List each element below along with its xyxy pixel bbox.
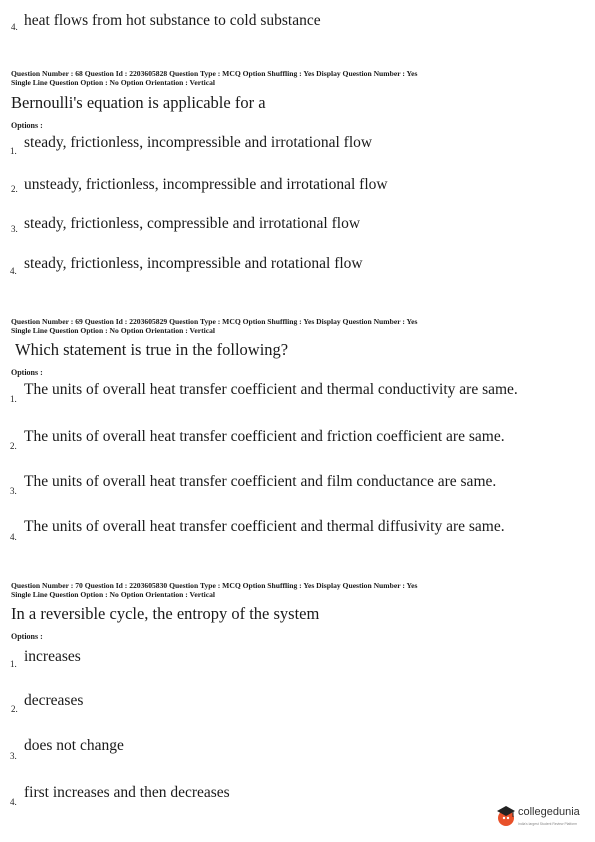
option-text: steady, frictionless, incompressible and irrotational flow <box>24 134 373 151</box>
question-meta-line: Question Number : 68 Question Id : 2203605828 Question Type : MCQ Option Shuffling : Yes Display Question Number : Yes <box>11 69 418 78</box>
option-number: 1. <box>10 146 17 156</box>
option-number: 4. <box>10 266 17 276</box>
question-meta-line: Question Number : 70 Question Id : 2203605830 Question Type : MCQ Option Shuffling : Yes Display Question Number : Yes <box>11 581 418 590</box>
question-meta-line: Single Line Question Option : No Option Orientation : Vertical <box>11 325 215 335</box>
question-meta <box>11 318 571 335</box>
question-meta-line: Single Line Question Option : No Option Orientation : Vertical <box>11 589 215 599</box>
question-meta <box>11 70 571 87</box>
option-number: 3. <box>10 486 17 496</box>
question-meta-line: Question Number : 69 Question Id : 2203605829 Question Type : MCQ Option Shuffling : Yes Display Question Number : Yes <box>11 317 418 326</box>
option-text: steady, frictionless, compressible and irrotational flow <box>24 215 361 232</box>
option-number: 1. <box>10 394 17 404</box>
options-label: Options : <box>11 368 43 377</box>
option-text: decreases <box>24 692 84 709</box>
option-number: 2. <box>11 704 18 714</box>
option-text: does not change <box>24 737 124 754</box>
option-number: 4. <box>11 22 18 32</box>
logo-tagline: India's largest Student Review Platform <box>518 822 578 826</box>
question-text: Which statement is true in the following? <box>15 340 289 359</box>
question-meta <box>11 582 571 599</box>
graduation-cap-icon <box>496 804 516 828</box>
option-text: The units of overall heat transfer coefficient and friction coefficient are same. <box>24 428 505 445</box>
option-number: 2. <box>11 184 18 194</box>
option-text: The units of overall heat transfer coefficient and thermal diffusivity are same. <box>24 518 505 535</box>
option-text: steady, frictionless, incompressible and rotational flow <box>24 255 363 272</box>
option-text: heat flows from hot substance to cold substance <box>24 12 321 29</box>
option-number: 1. <box>10 659 17 669</box>
question-text: In a reversible cycle, the entropy of the system <box>11 604 320 623</box>
option-number: 4. <box>10 532 17 542</box>
question-text: Bernoulli's equation is applicable for a <box>11 93 266 112</box>
option-text: unsteady, frictionless, incompressible and irrotational flow <box>24 176 388 193</box>
option-number: 2. <box>10 441 17 451</box>
collegedunia-logo <box>496 800 591 834</box>
option-text: first increases and then decreases <box>24 784 230 801</box>
question-meta-line: Single Line Question Option : No Option Orientation : Vertical <box>11 77 215 87</box>
option-text: increases <box>24 648 81 665</box>
option-number: 3. <box>10 751 17 761</box>
options-label: Options : <box>11 121 43 130</box>
option-text: The units of overall heat transfer coefficient and film conductance are same. <box>24 473 497 490</box>
logo-name: collegedunia <box>518 806 580 818</box>
option-text: The units of overall heat transfer coefficient and thermal conductivity are same. <box>24 381 518 398</box>
option-number: 4. <box>10 797 17 807</box>
option-number: 3. <box>11 224 18 234</box>
options-label: Options : <box>11 632 43 641</box>
